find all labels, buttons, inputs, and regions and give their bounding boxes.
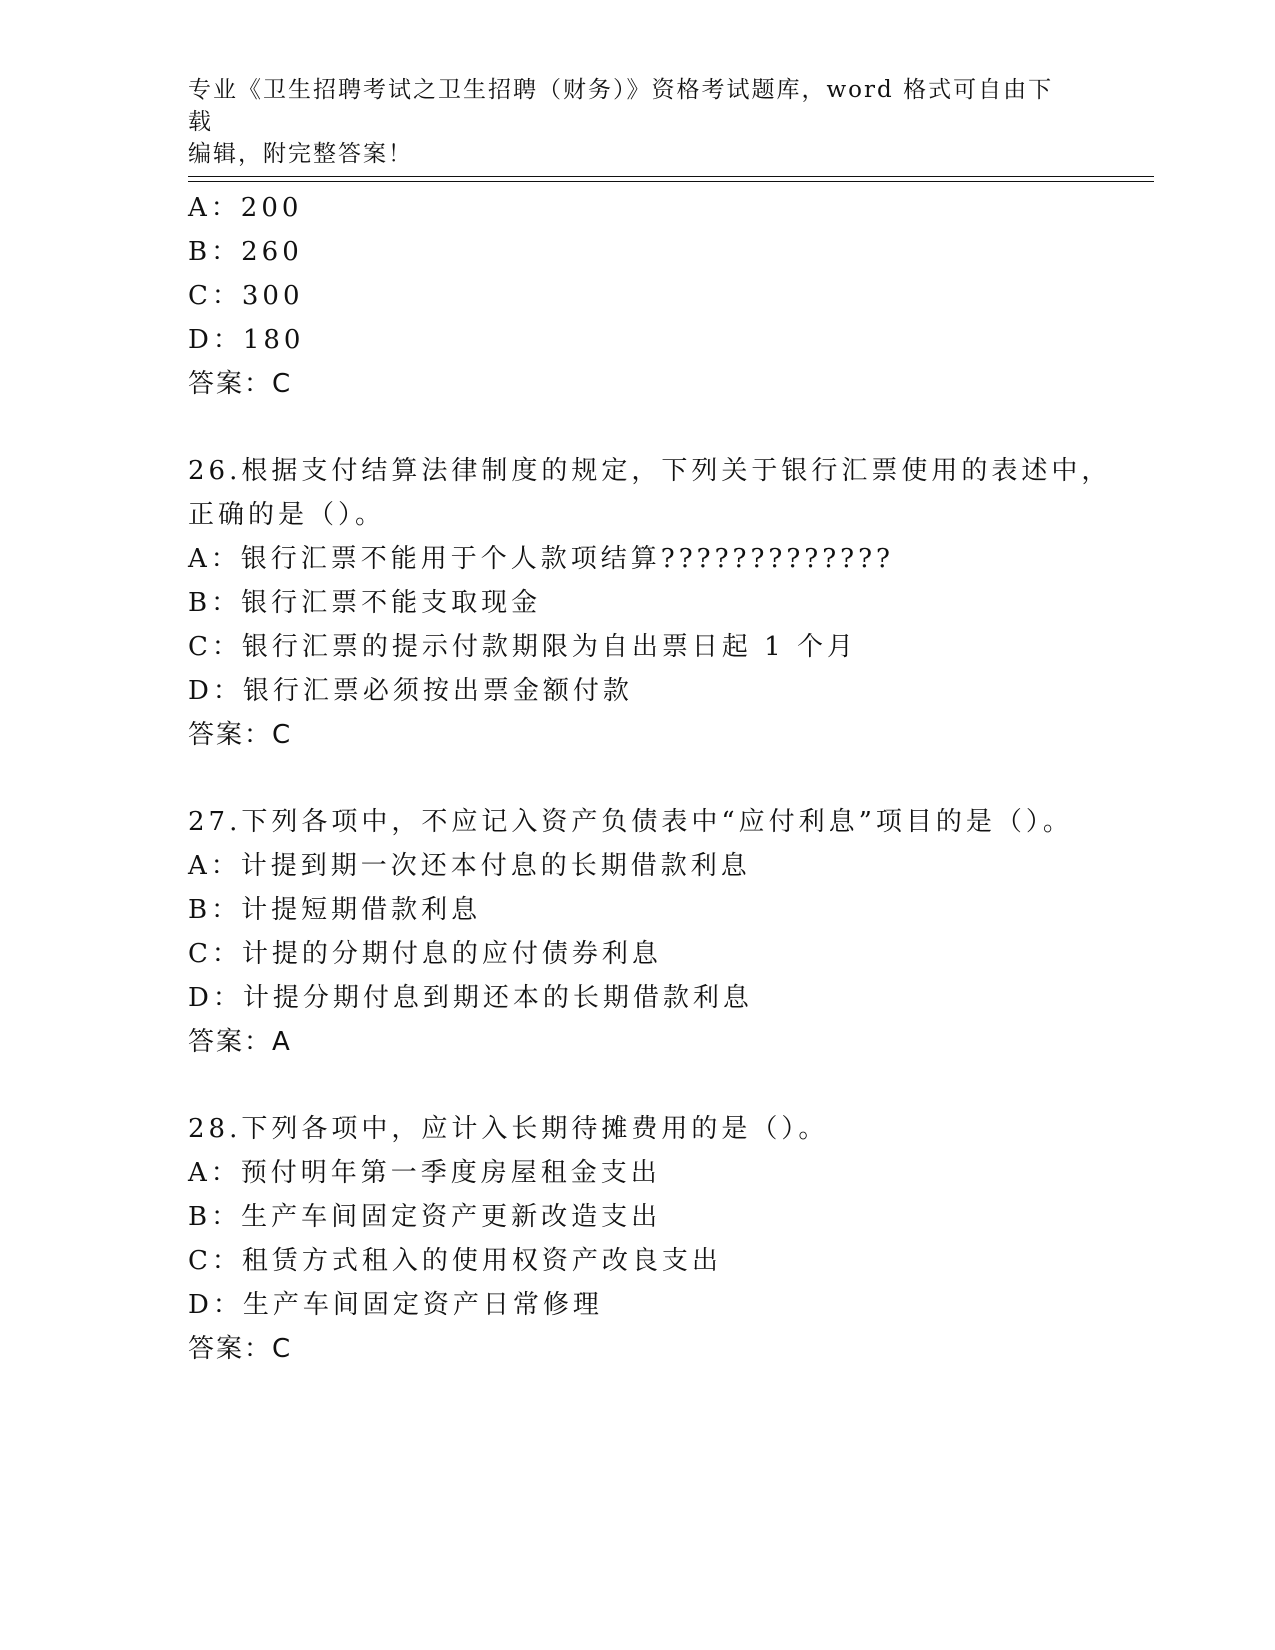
q26-option-c: C：银行汇票的提示付款期限为自出票日起 1 个月 bbox=[188, 632, 857, 662]
q28-option-d: D：生产车间固定资产日常修理 bbox=[188, 1290, 603, 1320]
q28-option-c: C：租赁方式租入的使用权资产改良支出 bbox=[188, 1246, 722, 1276]
q25-option-c: C：300 bbox=[188, 281, 304, 311]
q26-option-b: B：银行汇票不能支取现金 bbox=[188, 588, 542, 618]
q27-stem-line-1: 27.下列各项中，不应记入资产负债表中“应付利息”项目的是（）。 bbox=[188, 807, 1073, 837]
q26-option-a: A：银行汇票不能用于个人款项结算????????????? bbox=[188, 544, 894, 574]
q26-stem-line-2: 正确的是（）。 bbox=[188, 500, 386, 530]
header-line-1: 专业《卫生招聘考试之卫生招聘（财务）》资格考试题库，word 格式可自由下载 bbox=[188, 77, 1054, 135]
q25-option-b: B：260 bbox=[188, 237, 303, 267]
q27-option-c: C：计提的分期付息的应付债券利息 bbox=[188, 939, 662, 969]
q27-option-b: B：计提短期借款利息 bbox=[188, 895, 482, 925]
q28-answer: 答案：C bbox=[188, 1334, 293, 1364]
q26-option-d: D：银行汇票必须按出票金额付款 bbox=[188, 676, 633, 706]
q28-stem-line-1: 28.下列各项中，应计入长期待摊费用的是（）。 bbox=[188, 1114, 829, 1144]
q25-option-a: A：200 bbox=[188, 193, 303, 223]
q27-option-a: A：计提到期一次还本付息的长期借款利息 bbox=[188, 851, 751, 881]
q27-option-d: D：计提分期付息到期还本的长期借款利息 bbox=[188, 983, 753, 1013]
q28-option-a: A：预付明年第一季度房屋租金支出 bbox=[188, 1158, 661, 1188]
header-divider-top bbox=[188, 176, 1154, 177]
q28-option-b: B：生产车间固定资产更新改造支出 bbox=[188, 1202, 662, 1232]
q26-answer: 答案：C bbox=[188, 720, 293, 750]
header-line-2: 编辑，附完整答案！ bbox=[188, 141, 413, 167]
q26-stem-line-1: 26.根据支付结算法律制度的规定，下列关于银行汇票使用的表述中， bbox=[188, 456, 1112, 486]
header-divider-bottom bbox=[188, 181, 1154, 182]
q25-option-d: D：180 bbox=[188, 325, 305, 355]
document-header bbox=[188, 74, 1068, 170]
q25-answer: 答案：C bbox=[188, 369, 293, 399]
q27-answer: 答案：A bbox=[188, 1027, 292, 1057]
